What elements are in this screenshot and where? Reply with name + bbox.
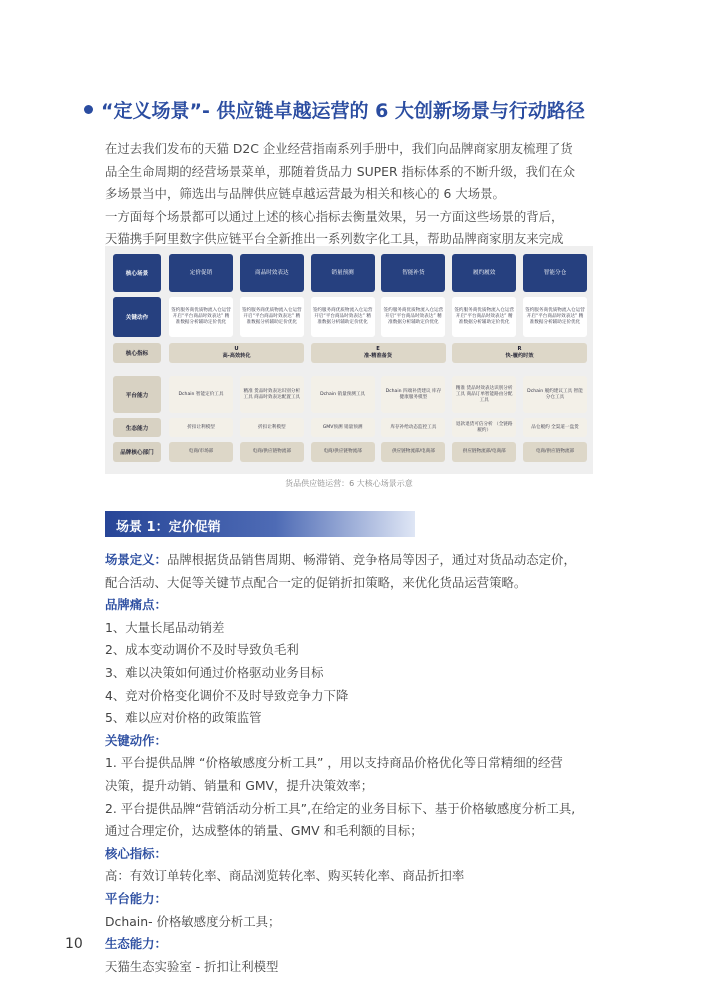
section-body: 场景定义：品牌根据货品销售周期、畅滞销、竞争格局等因子，通过对货品动态定价， 配合活动、大促等关键节点配合一定的促销折扣策略，来优化货品运营策略。 品牌痛点： 1、大量长尾品动销差 2、成本变动调价不及时导致负毛利 3、难以决策如何通过价格驱动业务目标 4、竞对价格变化调价不及时导致竞争力下降 5、难以应对价格的政策监管 关键动作： 1. 平台提供品牌 “价格敏感度分析工具” ，用以支持商品价格优化等日常精细的经营 决策，提升动销、销量和 GMV，提升决策效率； 2. 平台提供品牌“营销活动分析工具”,在给定的业务目标下、基于价格敏感度分析工具, 通过合理定价，达成整体的销量、GMV 和毛利额的目标； 核心指标： 高：有效订单转化率、商品浏览转化率、购买转化率、商品折扣率 平台能力： Dchain- 价格敏感度分析工具； 生态能力： 天猫生态实验室 - 折扣让利模型 [105, 549, 597, 978]
dept-cell: 电商/供应链物流部 [240, 442, 304, 462]
dept-cell: 电商/市场部 [169, 442, 233, 462]
platform-cell: Dchain 四端补货建议 库存健康服务模型 [381, 376, 445, 413]
row-label: 核心场景 [113, 254, 161, 292]
scene-cell: 销量预测 [311, 254, 375, 292]
eco-cell: 退款退货可信分析 （全链路履约） [452, 418, 516, 437]
scene-cell: 履约履效 [452, 254, 516, 292]
dept-cell: 电商/供应链物流部 [311, 442, 375, 462]
action-heading: 关键动作： [105, 732, 167, 748]
platform-cell: 精准 货品时效表达识别分析工具 商品时效表达配置工具 [240, 376, 304, 413]
dept-cell: 供应链物流部/电商部 [452, 442, 516, 462]
dept-cell: 电商/供应链物流部 [523, 442, 587, 462]
figure-row-metrics [113, 343, 587, 363]
metric-cell: U 高-高效转化 [169, 343, 304, 363]
figure-row-scenes [113, 254, 587, 292]
action-cell: 签约服务商优质物流入仓运营 开启“平台商品时效表达” 精准数据分析辅助定价优化 [523, 297, 587, 337]
eco-cell: GMV预测 销量预测 [311, 418, 375, 437]
eco-heading: 生态能力： [105, 936, 167, 952]
scene-cell: 定价促销 [169, 254, 233, 292]
metric-cell: R 快-履约时效 [452, 343, 587, 363]
list-item: 3、难以决策如何通过价格驱动业务目标 [105, 664, 324, 680]
intro-paragraph: 在过去我们发布的天猫 D2C 企业经营指南系列手册中，我们向品牌商家朋友梳理了货 品全生命周期的经营场景菜单，那随着货品力 SUPER 指标体系的不断升级，我们在众 多场景当中，筛选出与品牌供应链卓越运营最为相关和核心的 6 大场景。 一方面每个场景都可以通过上述的核心指标去衡量效果，另一方面这些场景的背后， 天猫携手阿里数字供应链平台全新推出一系列数字化工具，帮助品牌商家朋友来完成 [105, 141, 576, 246]
action-cell: 签约服务商优质物流入仓运营 开启“平台商品时效表达” 精准数据分析辅助定价优化 [381, 297, 445, 337]
section-header: 场景 1：定价促销 [105, 511, 415, 537]
row-label: 生态能力 [113, 418, 161, 437]
list-item: 2、成本变动调价不及时导致负毛利 [105, 642, 299, 658]
page-title: “定义场景”- 供应链卓越运营的 6 大创新场景与行动路径 [84, 96, 684, 123]
platform-cell: Dchain 履约建议工具 智能分仓工具 [523, 376, 587, 413]
scene-cell: 智能补货 [381, 254, 445, 292]
platform-heading: 平台能力： [105, 890, 167, 906]
row-label: 核心指标 [113, 343, 161, 363]
list-item: 1、大量长尾品动销差 [105, 619, 225, 635]
row-label: 品牌核心部门 [113, 442, 161, 462]
action-cell: 签约服务商优质物流入仓运营 开启“平台商品时效表达” 精准数据分析辅助定价优化 [452, 297, 516, 337]
row-label: 关键动作 [113, 297, 161, 337]
list-item: 4、竞对价格变化调价不及时导致竞争力下降 [105, 687, 349, 703]
action-cell: 签约服务商优质物流入仓运营 开启“平台商品时效表达” 精准数据分析辅助定价优化 [311, 297, 375, 337]
page-number: 10 [65, 936, 83, 952]
platform-cell: Dchain 销量预测工具 [311, 376, 375, 413]
figure-caption: 货品供应链运营：6 大核心场景示意 [285, 479, 413, 488]
eco-cell: 折扣让利模型 [240, 418, 304, 437]
dept-cell: 供应链物流部/电商部 [381, 442, 445, 462]
action-cell: 签约服务商优质物流入仓运营 开启“平台商品时效表达” 精准数据分析辅助定价优化 [240, 297, 304, 337]
metric-cell: E 准-精准备货 [311, 343, 446, 363]
platform-cell: Dchain 智能定价工具 [169, 376, 233, 413]
bullet-dot-icon [84, 105, 93, 114]
figure-row-depts [113, 442, 587, 462]
scene-cell: 商品时效表达 [240, 254, 304, 292]
figure-row-platform [113, 376, 587, 413]
figure-row-eco [113, 418, 587, 437]
eco-cell: 折扣让利模型 [169, 418, 233, 437]
row-label: 平台能力 [113, 376, 161, 413]
list-item: 5、难以应对价格的政策监管 [105, 710, 262, 726]
eco-cell: 品仓履约 全渠道一盘货 [523, 418, 587, 437]
platform-cell: 精准 货品时效表达识别分析工具 商品订单智能路由分配工具 [452, 376, 516, 413]
definition: 场景定义：品牌根据货品销售周期、畅滞销、竞争格局等因子，通过对货品动态定价， [105, 552, 576, 567]
figure-row-actions [113, 297, 587, 337]
scenario-figure [105, 246, 593, 474]
metric-heading: 核心指标： [105, 845, 167, 861]
pain-heading: 品牌痛点： [105, 597, 167, 613]
eco-cell: 库存补给动态监控工具 [381, 418, 445, 437]
scene-cell: 智能分仓 [523, 254, 587, 292]
action-cell: 签约服务商优质物流入仓运营 开启“平台商品时效表达” 精准数据分析辅助定价优化 [169, 297, 233, 337]
